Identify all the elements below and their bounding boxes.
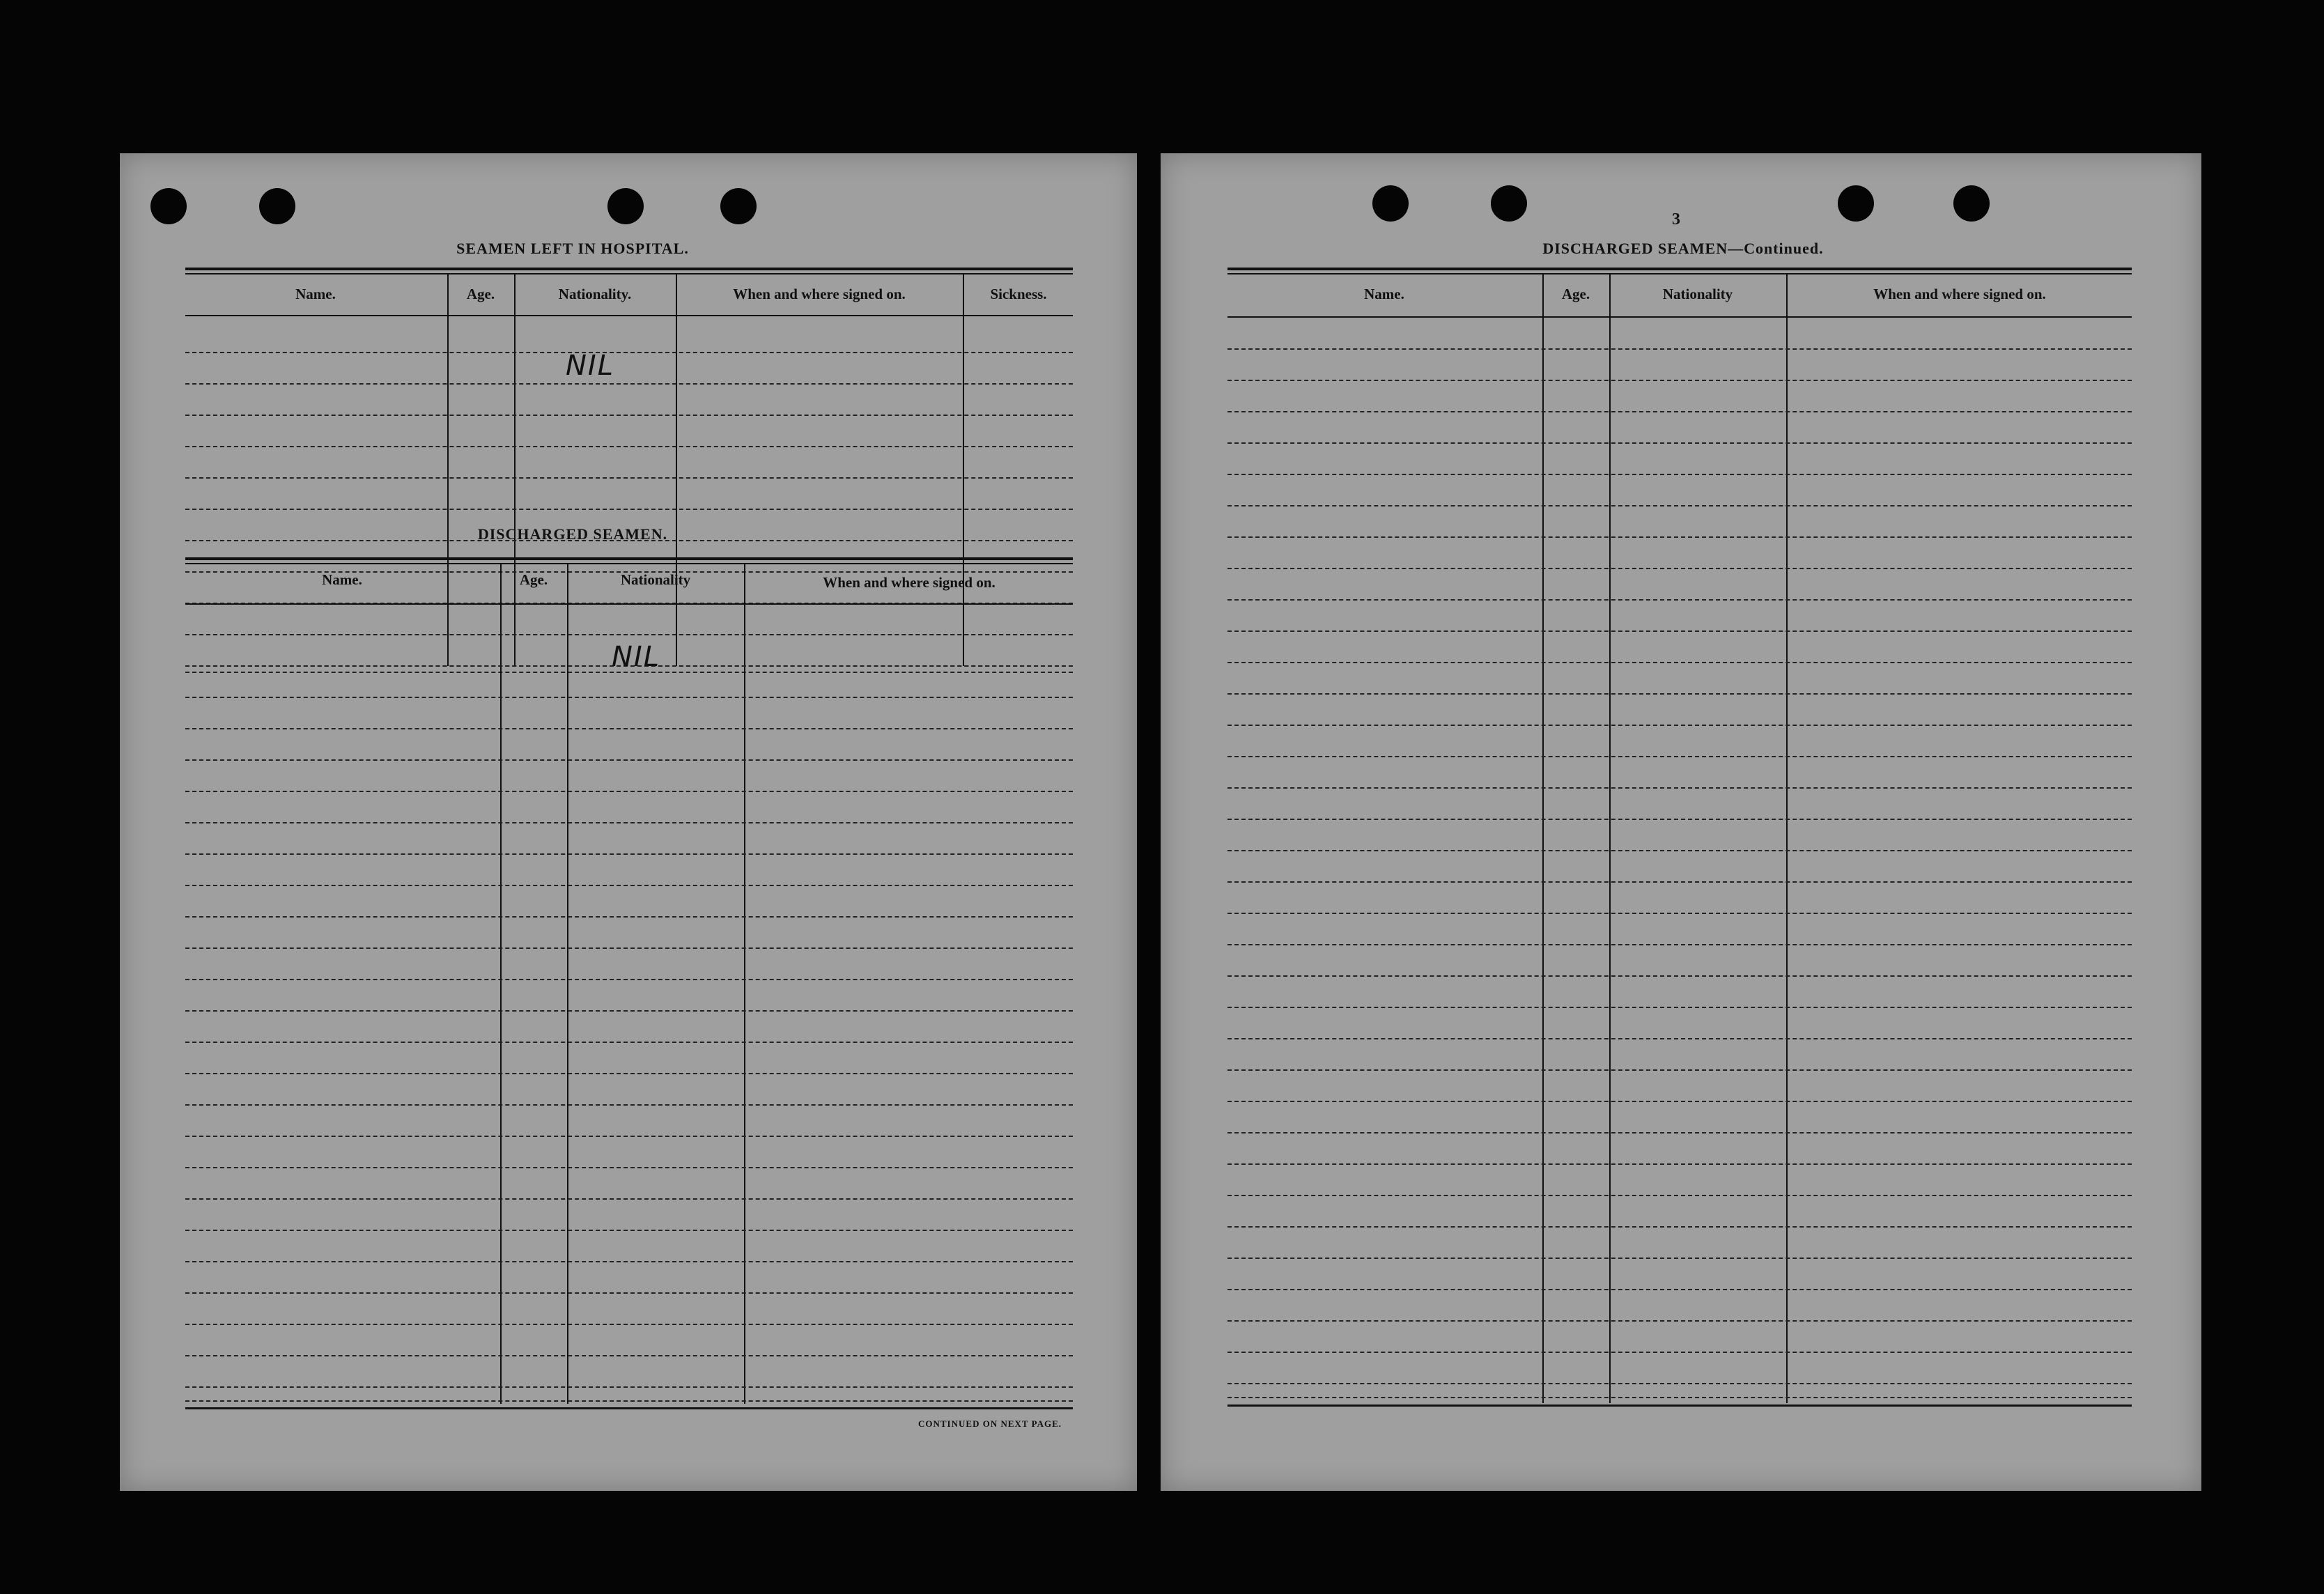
punch-hole: [720, 188, 757, 224]
discharged-nil-entry: NIL: [612, 641, 661, 673]
discharged-col-nationality: Nationality: [620, 571, 691, 588]
page-number: 3: [1672, 210, 1680, 229]
punch-hole: [1838, 185, 1874, 222]
hospital-col-signed-on: When and where signed on.: [733, 286, 906, 302]
punch-hole: [607, 188, 644, 224]
punch-hole: [150, 188, 187, 224]
continued-col-name: Name.: [1364, 286, 1404, 302]
punch-hole: [1491, 185, 1527, 222]
discharged-col-name: Name.: [322, 571, 362, 588]
hospital-col-name: Name.: [295, 286, 336, 302]
hospital-nil-entry: NIL: [566, 350, 615, 382]
left-page: [120, 153, 1137, 1491]
continued-footer: CONTINUED ON NEXT PAGE.: [918, 1418, 1062, 1429]
continued-col-nationality: Nationality: [1662, 286, 1733, 302]
hospital-col-nationality: Nationality.: [558, 286, 632, 302]
right-page: [1161, 153, 2201, 1491]
continued-col-age: Age.: [1561, 286, 1590, 302]
discharged-continued-title: DISCHARGED SEAMEN—Continued.: [1542, 240, 1824, 257]
hospital-col-sickness: Sickness.: [990, 286, 1047, 302]
discharged-section-title: DISCHARGED SEAMEN.: [477, 525, 668, 543]
hospital-section-title: SEAMEN LEFT IN HOSPITAL.: [456, 240, 689, 257]
continued-col-signed-on: When and where signed on.: [1873, 286, 2046, 302]
punch-hole: [1372, 185, 1409, 222]
discharged-col-age: Age.: [519, 571, 548, 588]
punch-hole: [259, 188, 295, 224]
punch-hole: [1953, 185, 1990, 222]
hospital-col-age: Age.: [466, 286, 495, 302]
discharged-col-signed-on: When and where signed on.: [823, 574, 996, 591]
